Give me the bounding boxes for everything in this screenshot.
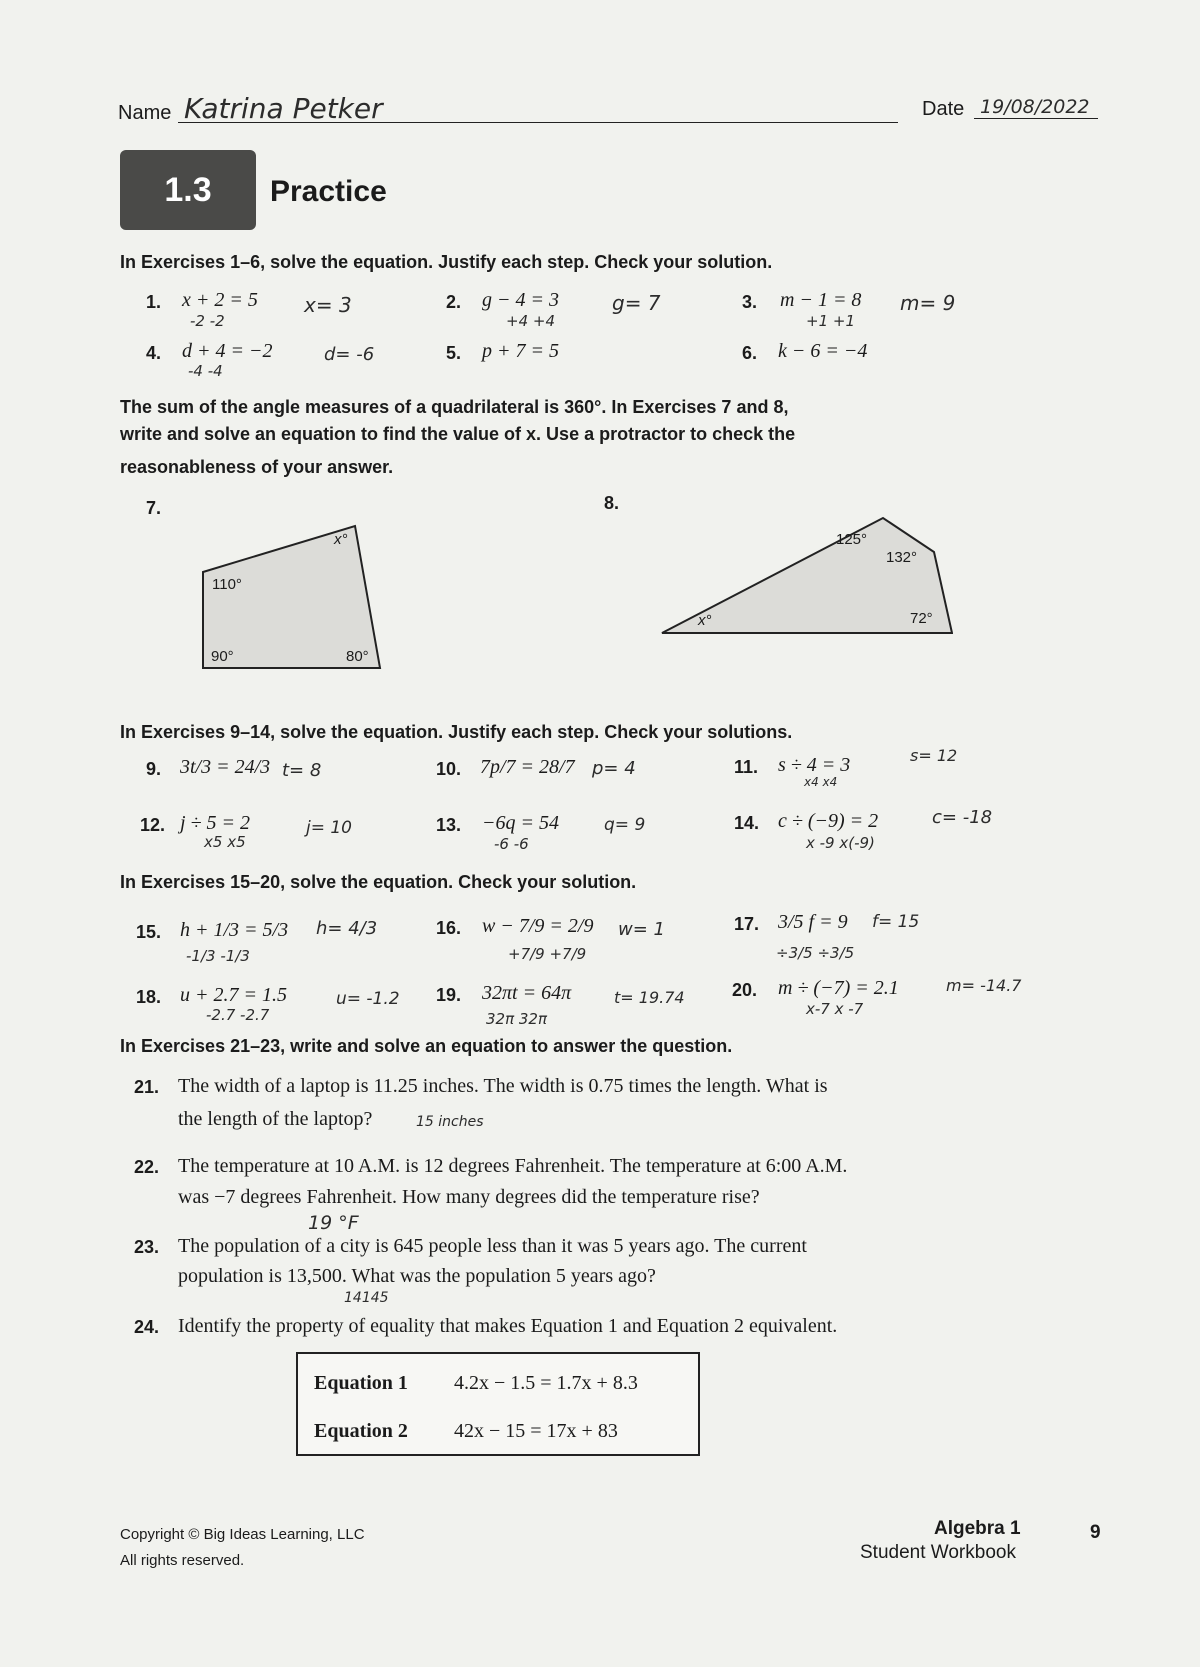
rights-reserved: All rights reserved. <box>120 1552 245 1569</box>
handwritten-answer: 19 °F <box>308 1212 359 1234</box>
instructions-7-8-line3: reasonableness of your answer. <box>120 457 394 477</box>
handwritten-answer: q= 9 <box>604 815 646 835</box>
word-problem-line: was −7 degrees Fahrenheit. How many degrees did the temperature rise? <box>178 1186 760 1208</box>
equation-1: 4.2x − 1.5 = 1.7x + 8.3 <box>454 1372 638 1394</box>
handwritten-work: ÷3/5 ÷3/5 <box>776 944 855 962</box>
equation-box <box>296 1352 700 1456</box>
handwritten-work: +4 +4 <box>506 312 555 330</box>
handwritten-answer: d= -6 <box>324 344 375 365</box>
word-problem-line: The population of a city is 645 people less than it was 5 years ago. The current <box>178 1235 807 1257</box>
handwritten-answer: f= 15 <box>872 912 920 932</box>
instructions-7-8-line2: write and solve an equation to find the value of x. Use a protractor to check the <box>120 424 796 444</box>
handwritten-answer: j= 10 <box>306 818 353 838</box>
handwritten-work: -4 -4 <box>188 362 223 380</box>
handwritten-work: -2 -2 <box>190 312 225 330</box>
lesson-title: Practice <box>270 175 387 208</box>
exercise-number: 8. <box>604 493 620 513</box>
exercise-number: 24. <box>134 1317 160 1337</box>
date-value: 19/08/2022 <box>980 96 1090 118</box>
lesson-badge: 1.3 <box>120 150 256 230</box>
handwritten-answer: 14145 <box>344 1290 389 1306</box>
handwritten-work: x5 x5 <box>204 833 246 851</box>
instructions-21-23: In Exercises 21–23, write and solve an equation to answer the question. <box>120 1036 733 1056</box>
exercise-number: 6. <box>742 343 758 363</box>
exercise-equation: d + 4 = −2 <box>182 340 273 362</box>
equation-1-label: Equation 1 <box>314 1372 408 1394</box>
instructions-15-20: In Exercises 15–20, solve the equation. Check your solution. <box>120 872 637 892</box>
word-problem-line: population is 13,500. What was the population 5 years ago? <box>178 1265 656 1287</box>
exercise-equation: 7p/7 = 28/7 <box>480 756 575 778</box>
instructions-1-6: In Exercises 1–6, solve the equation. Justify each step. Check your solution. <box>120 252 773 272</box>
exercise-number: 2. <box>446 292 462 312</box>
equation-2-label: Equation 2 <box>314 1420 408 1442</box>
exercise-number: 13. <box>436 815 462 835</box>
exercise-number: 17. <box>734 914 760 934</box>
handwritten-answer: m= 9 <box>900 291 956 315</box>
exercise-number: 14. <box>734 813 760 833</box>
name-label: Name <box>118 102 172 124</box>
exercise-equation: h + 1/3 = 5/3 <box>180 919 289 941</box>
copyright: Copyright © Big Ideas Learning, LLC <box>120 1526 365 1543</box>
instructions-7-8-line1: The sum of the angle measures of a quadrilateral is 360°. In Exercises 7 and 8, <box>120 397 789 417</box>
handwritten-answer: t= 19.74 <box>614 988 685 1007</box>
angle-label: 110° <box>212 576 242 593</box>
word-problem-line: The temperature at 10 A.M. is 12 degrees Fahrenheit. The temperature at 6:00 A.M. <box>178 1155 848 1177</box>
exercise-number: 10. <box>436 759 462 779</box>
exercise-number: 19. <box>436 985 462 1005</box>
exercise-equation: k − 6 = −4 <box>778 340 868 362</box>
exercise-number: 5. <box>446 343 462 363</box>
exercise-equation: m − 1 = 8 <box>780 289 862 311</box>
name-value: Katrina Petker <box>184 92 383 125</box>
equation-2: 42x − 15 = 17x + 83 <box>454 1420 618 1442</box>
handwritten-work: x-7 x -7 <box>806 1000 864 1018</box>
exercise-equation: 3/5 f = 9 <box>778 911 848 933</box>
exercise-equation: p + 7 = 5 <box>482 340 559 362</box>
word-problem-line: Identify the property of equality that makes Equation 1 and Equation 2 equivalent. <box>178 1315 838 1337</box>
exercise-equation: x + 2 = 5 <box>182 289 258 311</box>
exercise-equation: 32πt = 64π <box>482 982 572 1004</box>
exercise-equation: −6q = 54 <box>482 812 559 834</box>
handwritten-work: x -9 x(-9) <box>806 834 875 852</box>
exercise-equation: c ÷ (−9) = 2 <box>778 810 879 832</box>
exercise-equation: s ÷ 4 = 3 <box>778 754 851 776</box>
handwritten-work: +7/9 +7/9 <box>508 945 587 963</box>
exercise-number: 15. <box>136 922 162 942</box>
handwritten-work: 32π 32π <box>486 1010 548 1028</box>
exercise-number: 20. <box>732 980 758 1000</box>
page-number: 9 <box>1090 1522 1101 1543</box>
handwritten-answer: m= -14.7 <box>946 976 1022 995</box>
handwritten-answer: c= -18 <box>932 807 993 828</box>
exercise-number: 16. <box>436 918 462 938</box>
exercise-number: 3. <box>742 292 758 312</box>
exercise-number: 12. <box>140 815 166 835</box>
word-problem-line: The width of a laptop is 11.25 inches. The width is 0.75 times the length. What is <box>178 1075 828 1097</box>
exercise-number: 7. <box>146 498 162 518</box>
angle-label: 90° <box>211 648 234 665</box>
exercise-number: 11. <box>734 757 759 777</box>
exercise-equation: 3t/3 = 24/3 <box>180 756 271 778</box>
exercise-equation: w − 7/9 = 2/9 <box>482 915 594 937</box>
exercise-number: 1. <box>146 292 162 312</box>
handwritten-work: -2.7 -2.7 <box>206 1006 270 1024</box>
handwritten-work: -6 -6 <box>494 835 529 853</box>
handwritten-answer: t= 8 <box>282 760 322 781</box>
angle-label: x° <box>334 531 348 548</box>
handwritten-answer: 15 inches <box>416 1114 484 1130</box>
handwritten-work: -1/3 -1/3 <box>186 947 250 965</box>
exercise-number: 4. <box>146 343 162 363</box>
exercise-number: 9. <box>146 759 162 779</box>
book-title: Algebra 1 <box>934 1518 1021 1539</box>
angle-label: 80° <box>346 648 369 665</box>
exercise-equation: j ÷ 5 = 2 <box>180 812 251 834</box>
angle-label: 72° <box>910 610 933 627</box>
angle-label: 132° <box>886 549 918 566</box>
workbook-label: Student Workbook <box>860 1542 1016 1563</box>
exercise-equation: m ÷ (−7) = 2.1 <box>778 977 899 999</box>
angle-label: 125° <box>836 531 868 548</box>
exercise-equation: g − 4 = 3 <box>482 289 559 311</box>
date-line <box>974 118 1098 119</box>
exercise-equation: u + 2.7 = 1.5 <box>180 984 287 1006</box>
exercise-number: 18. <box>136 987 162 1007</box>
handwritten-answer: p= 4 <box>592 758 636 779</box>
handwritten-answer: s= 12 <box>910 746 958 765</box>
handwritten-answer: g= 7 <box>612 291 661 315</box>
exercise-number: 21. <box>134 1077 160 1097</box>
instructions-9-14: In Exercises 9–14, solve the equation. Justify each step. Check your solutions. <box>120 722 793 742</box>
angle-label: x° <box>698 612 712 629</box>
handwritten-work: x4 x4 <box>804 775 838 789</box>
date-label: Date <box>922 98 965 120</box>
exercise-number: 23. <box>134 1237 160 1257</box>
handwritten-answer: w= 1 <box>618 919 665 940</box>
handwritten-answer: u= -1.2 <box>336 989 400 1009</box>
handwritten-work: +1 +1 <box>806 312 855 330</box>
handwritten-answer: x= 3 <box>304 293 352 317</box>
exercise-number: 22. <box>134 1157 160 1177</box>
handwritten-answer: h= 4/3 <box>316 918 378 939</box>
word-problem-line: the length of the laptop? <box>178 1108 373 1130</box>
